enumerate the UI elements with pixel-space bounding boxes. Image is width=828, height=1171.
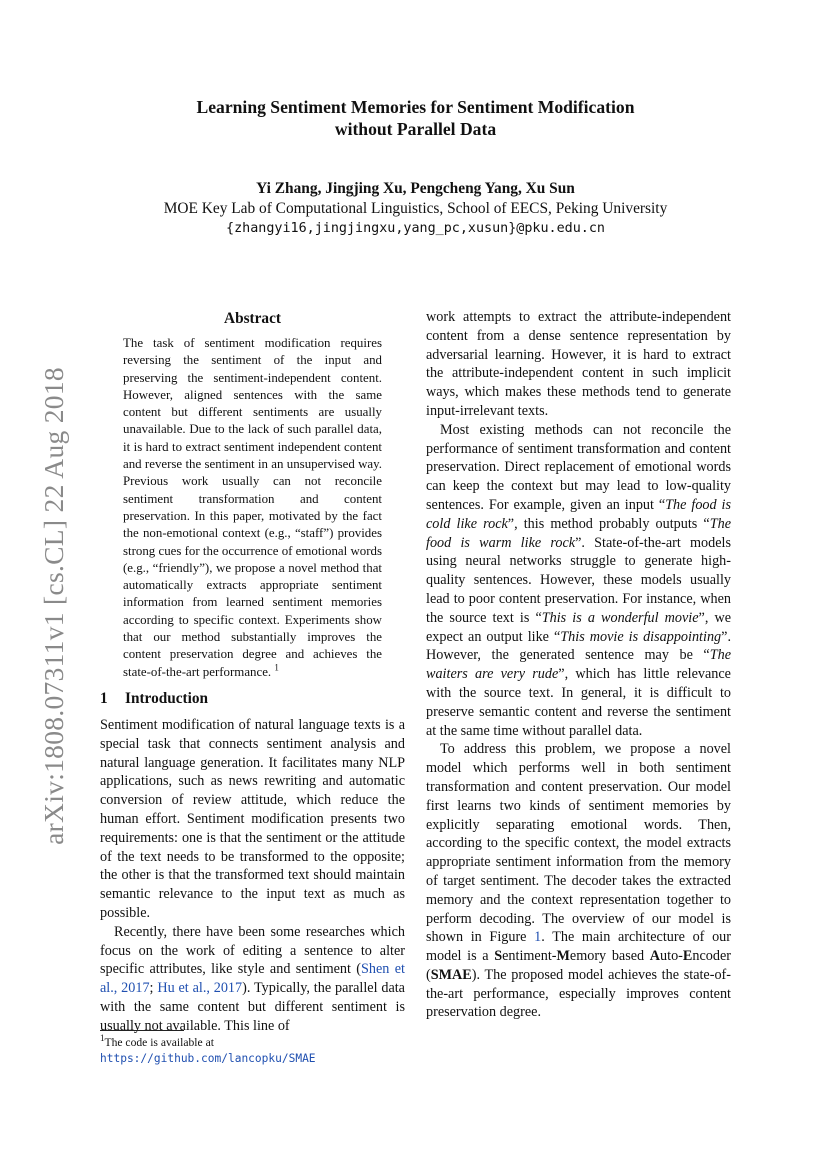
footnote-rule xyxy=(100,1030,184,1031)
example-output-1: The food is warm like rock xyxy=(426,515,731,551)
right-paragraph-1: work attempts to extract the attribute-independent content from a dense sentence representation by adversarial learning. However, it is hard to extract the attribute-independent content in such implicit ways, which makes these methods tend to generate input-irrelevant texts. xyxy=(426,309,731,419)
p3-text-a: To address this problem, we propose a novel model which performs well in both sentiment transformation and content preservation. Our model first learns two kinds of sentiment memories by explicitly separating emotional words. Then, according to the specific context, the model extracts appropriate sentiment information from the memory of target sentiment. The decoder takes the extracted memory and the context representation together to perform decoding. The overview of our model is shown in Figure xyxy=(426,741,731,946)
citation-separator: ; xyxy=(149,980,158,997)
right-paragraph-2 xyxy=(426,421,731,741)
affiliation: MOE Key Lab of Computational Linguistics, School of EECS, Peking University xyxy=(163,200,668,217)
section-title: Introduction xyxy=(125,689,209,707)
p2-text-d: ”, we expect an output like “ xyxy=(426,609,732,645)
right-column xyxy=(426,308,731,1022)
example-input-1: The food is cold like rock xyxy=(426,496,731,532)
smae-letter-a: A xyxy=(649,948,661,965)
left-column xyxy=(100,308,405,1035)
section-heading-introduction xyxy=(100,688,405,710)
p3-text-c: ). The proposed model achieves the state-of-the-art performance, especially improves content preservation degree. xyxy=(426,966,731,1021)
smae-letter-e: E xyxy=(682,948,693,965)
example-input-2: This is a wonderful movie xyxy=(541,609,699,626)
p2-text-f: ”, which has little relevance with the source text. In general, it is difficult to preserve semantic content and reverse the sentiment at the same time without parallel data. xyxy=(426,666,731,739)
footnote xyxy=(100,1035,405,1067)
author-list: Yi Zhang, Jingjing Xu, Pengcheng Yang, Xu Sun xyxy=(256,180,575,197)
intro-p2-text-end: ). Typically, the parallel data with the same content but different sentiment is usually not available. This line of xyxy=(100,980,405,1034)
intro-paragraph-1: Sentiment modification of natural language texts is a special task that connects sentiment analysis and natural language generation. It facilitates many NLP applications, such as news rewriting and automatic conversion of review attitude, which reduce the human effort. Sentiment modification presents two requirements: one is that the sentiment or the attitude of the text needs to be transformed to the opposite; the other is that the transformed text should maintain semantic relevance to the input text as much as possible. xyxy=(100,716,405,921)
p2-text-e: ”. However, the generated sentence may be “ xyxy=(426,628,731,664)
smae-letter-m: M xyxy=(556,948,570,965)
smae-abbreviation: SMAE xyxy=(430,966,472,983)
footnote-text: The code is available at xyxy=(104,1036,214,1049)
right-paragraph-3 xyxy=(426,740,731,1022)
intro-paragraph-2 xyxy=(100,923,405,1036)
figure-ref-link[interactable]: 1 xyxy=(534,929,542,946)
arxiv-stamp-text: arXiv:1808.07311v1 [cs.CL] 22 Aug 2018 xyxy=(38,367,69,845)
smae-part-3: uto- xyxy=(660,948,683,965)
intro-p2-text: Recently, there have been some researches which focus on the work of editing a sentence to alter specific attributes, like style and sentiment ( xyxy=(100,923,405,978)
example-generated-output: The waiters are very rude xyxy=(426,647,731,683)
citation-link-hu[interactable]: Hu et al., 2017 xyxy=(157,980,243,997)
smae-part-2: emory based xyxy=(569,948,650,965)
abstract-heading: Abstract xyxy=(224,310,281,327)
author-emails: {zhangyi16,jingjingxu,yang_pc,xusun}@pku.edu.cn xyxy=(226,221,605,236)
smae-letter-s: S xyxy=(494,948,503,965)
title-line-1: Learning Sentiment Memories for Sentiment Modification xyxy=(196,97,635,117)
abstract-body xyxy=(123,335,382,681)
footnote-mark: 1 xyxy=(100,1033,105,1044)
abstract-footnote-mark[interactable]: 1 xyxy=(274,662,279,673)
section-number: 1 xyxy=(100,689,108,707)
title-line-2: without Parallel Data xyxy=(334,119,497,139)
footnote-url-link[interactable]: https://github.com/lancopku/SMAE xyxy=(100,1052,316,1065)
smae-part-4: ncoder ( xyxy=(426,948,731,983)
citation-link-shen[interactable]: Shen et al., 2017 xyxy=(100,961,405,997)
p2-text-a: Most existing methods can not reconcile the performance of sentiment transformation and content preservation. Direct replacement of emotional words can keep the context but may lead to low-quality sentences. For example, given an input “ xyxy=(426,421,731,513)
smae-part-1: entiment- xyxy=(502,948,557,965)
example-expected-output: This movie is disappointing xyxy=(560,628,722,645)
p3-text-b: . The main architecture of our model is a xyxy=(426,929,731,965)
p2-text-c: ”. State-of-the-art models using neural networks struggle to generate high-quality sentences. However, these models usually lead to poor content preservation. For instance, when the source text is “ xyxy=(426,534,732,626)
p2-text-b: ”, this method probably outputs “ xyxy=(507,515,710,532)
paper-title xyxy=(100,96,731,140)
abstract-text: The task of sentiment modification requires reversing the sentiment of the input and preserving the sentiment-independent content. However, aligned sentences with the same content but different sentiments are usually unavailable. Due to the lack of such parallel data, it is hard to extract sentiment independent content and reverse the sentiment in an unsupervised way. Previous work usually can not reconcile sentiment transformation and content preservation. In this paper, motivated by the fact the non-emotional context (e.g., “staff”) provides strong cues for the occurrence of emotional words (e.g., “friendly”), we propose a novel method that automatically extracts appropriate sentiment information from learned sentiment memories according to specific context. Experiments show that our method substantially improves the content preservation degree and achieves the state-of-the-art performance. xyxy=(123,336,382,679)
